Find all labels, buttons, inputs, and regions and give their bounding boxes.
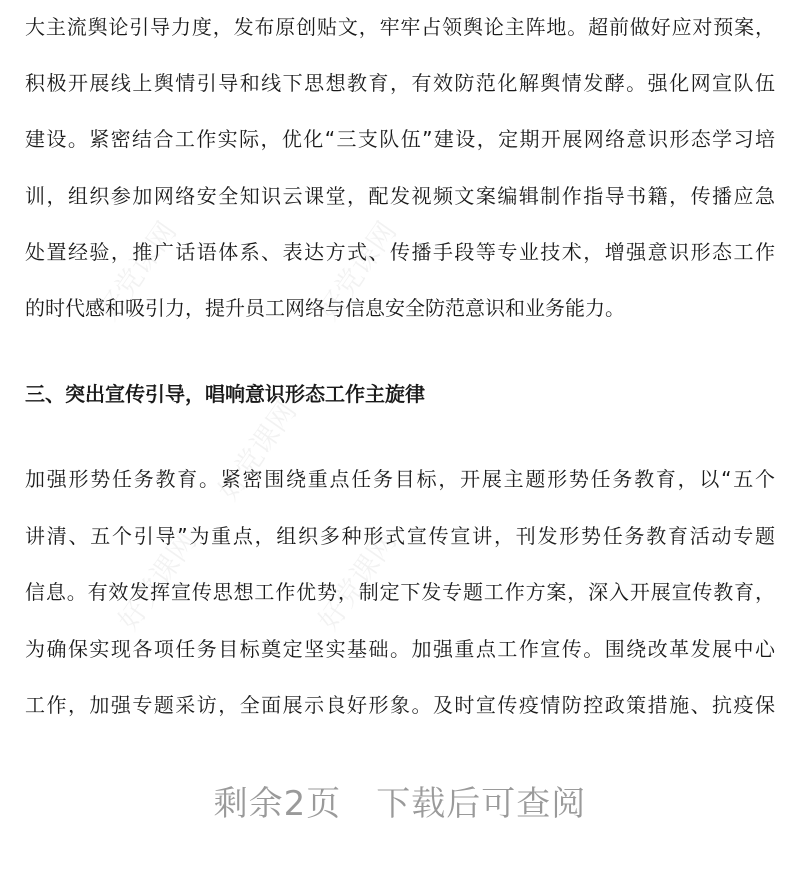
paragraph-line: 讲清、五个引导”为重点，组织多种形式宣传宣讲，刊发形势任务教育活动专题: [25, 524, 775, 548]
paragraph-line: 工作，加强专题采访，全面展示良好形象。及时宣传疫情防控政策措施、抗疫保: [25, 693, 775, 717]
watermark: 好党课网: [311, 525, 403, 637]
paragraph-line: 处置经验，推广话语体系、表达方式、传播手段等专业技术，增强意识形态工作: [25, 240, 775, 264]
paragraph-line: 积极开展线上舆情引导和线下思想教育，有效防范化解舆情发酵。强化网宣队伍: [25, 71, 775, 95]
watermark: 好党课网: [211, 395, 303, 507]
paragraph-line: 信息。有效发挥宣传思想工作优势，制定下发专题工作方案，深入开展宣传教育，: [25, 580, 775, 604]
paragraph-line: 加强形势任务教育。紧密围绕重点任务目标，开展主题形势任务教育，以“五个: [25, 467, 775, 491]
paragraph-line: 大主流舆论引导力度，发布原创贴文，牢牢占领舆论主阵地。超前做好应对预案，: [25, 15, 775, 39]
paragraph-line: 建设。紧密结合工作实际，优化“三支队伍”建设，定期开展网络意识形态学习培: [25, 127, 775, 151]
watermark: 好党课网: [91, 215, 183, 327]
watermark: 好党课网: [111, 525, 203, 637]
paragraph-line: 的时代感和吸引力，提升员工网络与信息安全防范意识和业务能力。: [25, 296, 625, 320]
paragraph-line: 训，组织参加网络安全知识云课堂，配发视频文案编辑制作指导书籍，传播应急: [25, 184, 775, 208]
download-to-view-notice[interactable]: 剩余2页 下载后可查阅: [213, 784, 587, 824]
watermark: 好党课网: [311, 215, 403, 327]
section-heading: 三、突出宣传引导，唱响意识形态工作主旋律: [25, 382, 425, 406]
paragraph-line: 为确保实现各项任务目标奠定坚实基础。加强重点工作宣传。围绕改革发展中心: [25, 637, 775, 661]
